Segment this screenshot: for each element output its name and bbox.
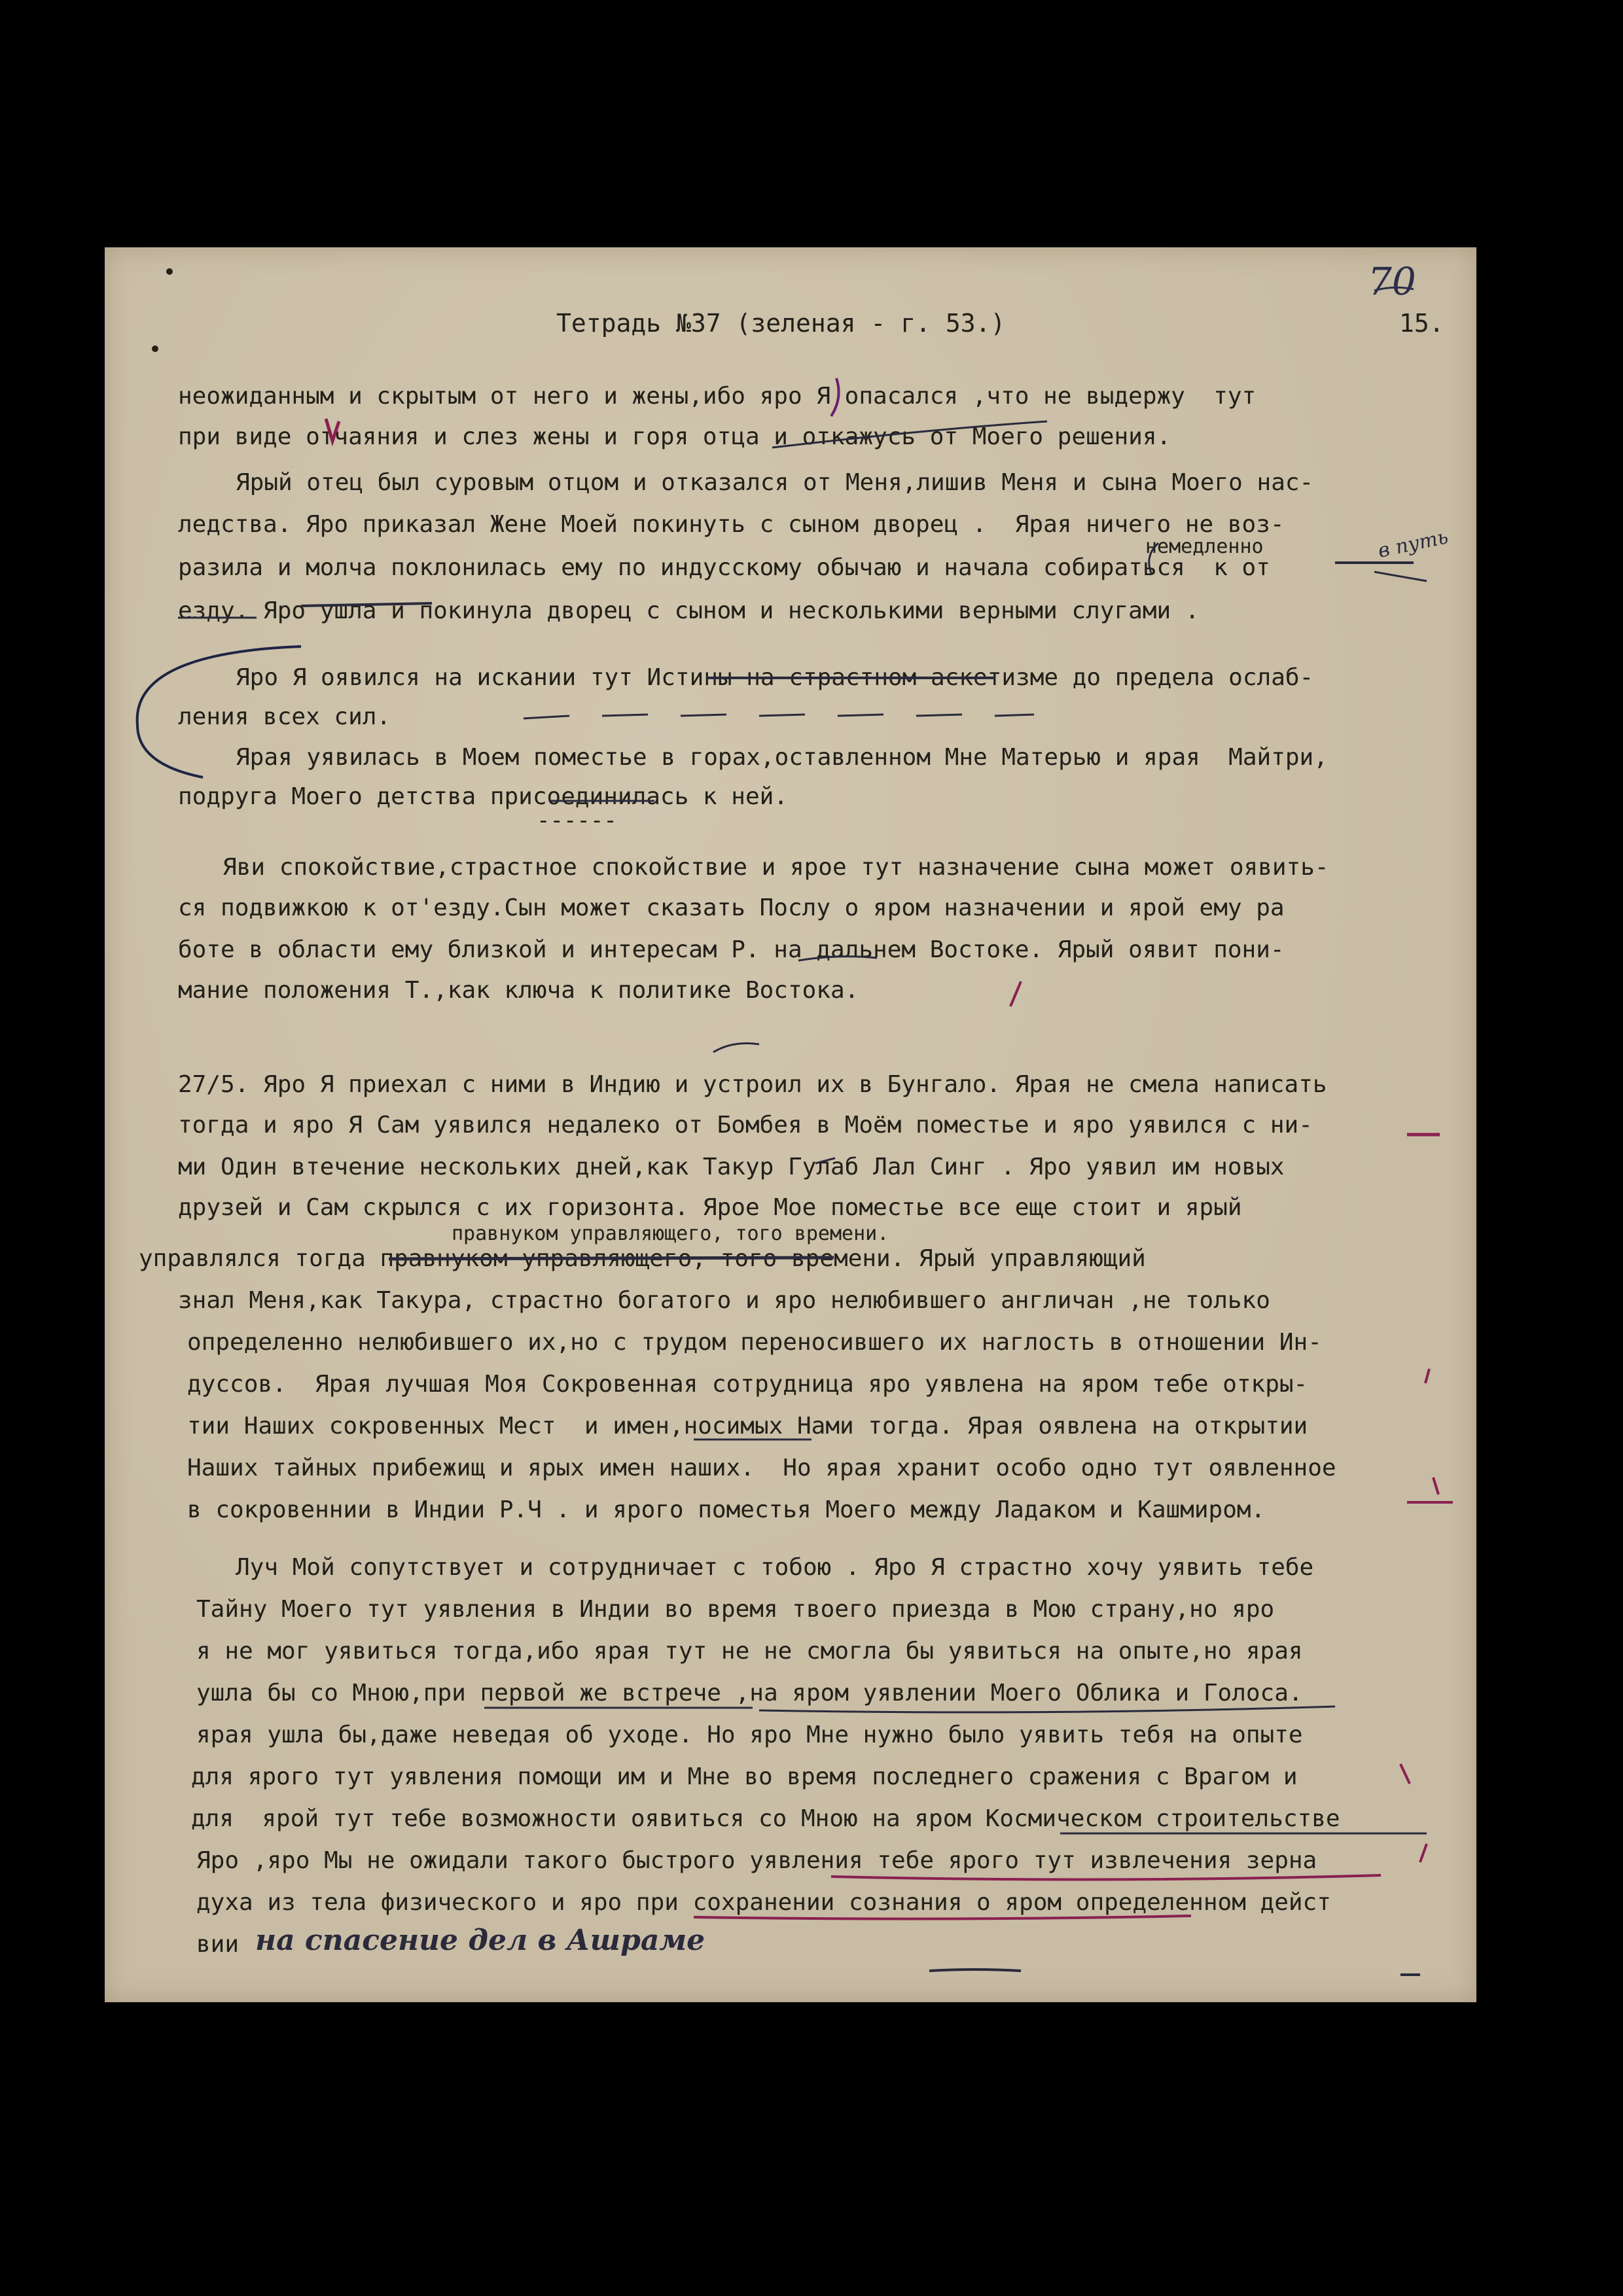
closing-dash-mark [929,1969,1021,1971]
text-line-8: ления всех сил. [178,703,391,730]
text-line-16: тогда и яро Я Сам уявился недалеко от Бомбея в Моём поместье и яро уявился с ни- [178,1112,1313,1139]
text-line-23: тии Наших сокровенных Мест и имен,носимых Нами тогда. Ярая оявлена на открытии [187,1413,1308,1439]
text-line-15: 27/5. Яро Я приехал с ними в Индию и устроил их в Бунгало. Ярая не смела написать [178,1071,1327,1098]
text-line-17: ми Один втечение нескольких дней,как Такур Гулаб Лал Синг . Яро уявил им новых [178,1154,1285,1180]
interlinear-insert-immediately: немедленно [1145,535,1264,558]
caret-mark-3 [1010,981,1021,1006]
handwritten-closing-note: на спасение дел в Ашраме [255,1924,705,1957]
purple-tick-2 [1400,1764,1427,1862]
text-line-24: Наших тайных прибежищ и ярых имен наших. Но ярая хранит особо одно тут оявленное [187,1455,1336,1481]
purple-dash-2 [1407,1477,1453,1502]
interlinear-insert-grandson: правнуком управляющего, того времени. [452,1222,889,1245]
text-line-14: мание положения Т.,как ключа к политике Востока. [178,977,859,1004]
text-line-29: ушла бы со Мною,при первой же встрече ,на яром уявлении Моего Облика и Голоса. [196,1680,1303,1706]
text-line-20: знал Меня,как Такура, страстно богатого и яро нелюбившего англичан ,не только [178,1287,1270,1314]
handwritten-folio-number: 70 [1368,259,1416,304]
strike-mark-3 [1374,572,1427,581]
text-line-9: Ярая уявилась в Моем поместье в горах,оставленном Мне Матерью и ярая Майтри, [236,744,1328,771]
text-line-7: Яро Я оявился на искании тут Истины на страстном аскетизме до предела ослаб- [236,664,1314,691]
text-line-11: Яви спокойствие,страстное спокойствие и ярое тут назначение сына может оявить- [223,854,1329,881]
insert-caret-mark [713,1044,759,1053]
text-line-18: друзей и Сам скрылся с их горизонта. Ярое Мое поместье все еще стоит и ярый [178,1194,1242,1221]
text-line-10: подруга Моего детства присоединилась к ней. [178,783,788,810]
text-line-32: для ярой тут тебе возможности оявиться со Мною на яром Космическом строительстве [191,1805,1340,1832]
text-line-2: при виде отчаяния и слез жены и горя отца и откажусь от Моего решения. [178,423,1171,450]
underline-mark-7 [759,1706,1335,1712]
text-line-21: определенно нелюбившего их,но с трудом переносившего их наглость в отношении Ин- [187,1329,1322,1356]
text-line-25: в сокровеннии в Индии Р.Ч . и ярого поместья Моего между Ладаком и Кашмиром. [187,1496,1266,1523]
text-line-28: я не мог уявиться тогда,ибо ярая тут не не смогла бы уявиться на опыте,но ярая [196,1638,1303,1665]
purple-tick-1 [1425,1369,1429,1383]
punch-hole-bottom [152,345,158,352]
text-line-19: управлялся тогда правнуком управляющего, того времени. Ярый управляющий [139,1245,1146,1272]
manuscript-page [105,247,1476,2002]
text-line-4: ледства. Яро приказал Жене Моей покинуть с сыном дворец . Ярая ничего не воз- [178,511,1285,538]
page-number: 15. [1399,309,1444,338]
dashed-mark [524,715,1034,718]
purple-underline-2 [694,1916,1191,1919]
handwritten-journey-note: в путь [1376,525,1450,563]
text-line-30: ярая ушла бы,даже неведая об уходе. Но яро Мне нужно было уявить тебя на опыте [196,1722,1303,1748]
punch-hole-top [166,268,173,275]
text-line-27: Тайну Моего тут уявления в Индии во время твоего приезда в Мою страну,но яро [196,1596,1275,1623]
text-line-22: дуссов. Ярая лучшая Моя Сокровенная сотрудница яро уявлена на яром тебе откры- [187,1371,1308,1398]
text-line-3: Ярый отец был суровым отцом и отказался от Меня,лишив Меня и сына Моего нас- [236,469,1314,496]
text-line-1: неожиданным и скрытым от него и жены,ибо яро Я опасался ,что не выдержу тут [178,383,1257,410]
text-line-26: Луч Мой сопутствует и сотрудничает с тобою . Яро Я страстно хочу уявить тебе [236,1554,1314,1581]
text-line-13: боте в области ему близкой и интересам Р. на дальнем Востоке. Ярый оявит пони- [178,936,1285,963]
text-line-33: Яро ,яро Мы не ожидали такого быстрого уявления тебе ярого тут извлечения зерна [196,1847,1317,1874]
text-line-35: вии [196,1931,240,1958]
separator-dashes: ------ [537,807,617,834]
purple-underline-1 [831,1875,1381,1880]
page-title: Тетрадь №37 (зеленая - г. 53.) [556,309,1006,338]
text-line-6: езду. Яро ушла и покинула дворец с сыном и несколькими верными слугами . [178,597,1200,624]
text-line-5: разила и молча поклонилась ему по индусскому обычаю и начала собираться к от [178,554,1270,581]
text-line-31: для ярого тут уявления помощи им и Мне во время последнего сражения с Врагом и [191,1763,1298,1790]
text-line-34: духа из тела физического и яро при сохранении сознания о яром определенном дейст [196,1889,1331,1916]
text-line-12: ся подвижкою к от'езду.Сын может сказать Послу о яром назначении и ярой ему ра [178,894,1285,921]
